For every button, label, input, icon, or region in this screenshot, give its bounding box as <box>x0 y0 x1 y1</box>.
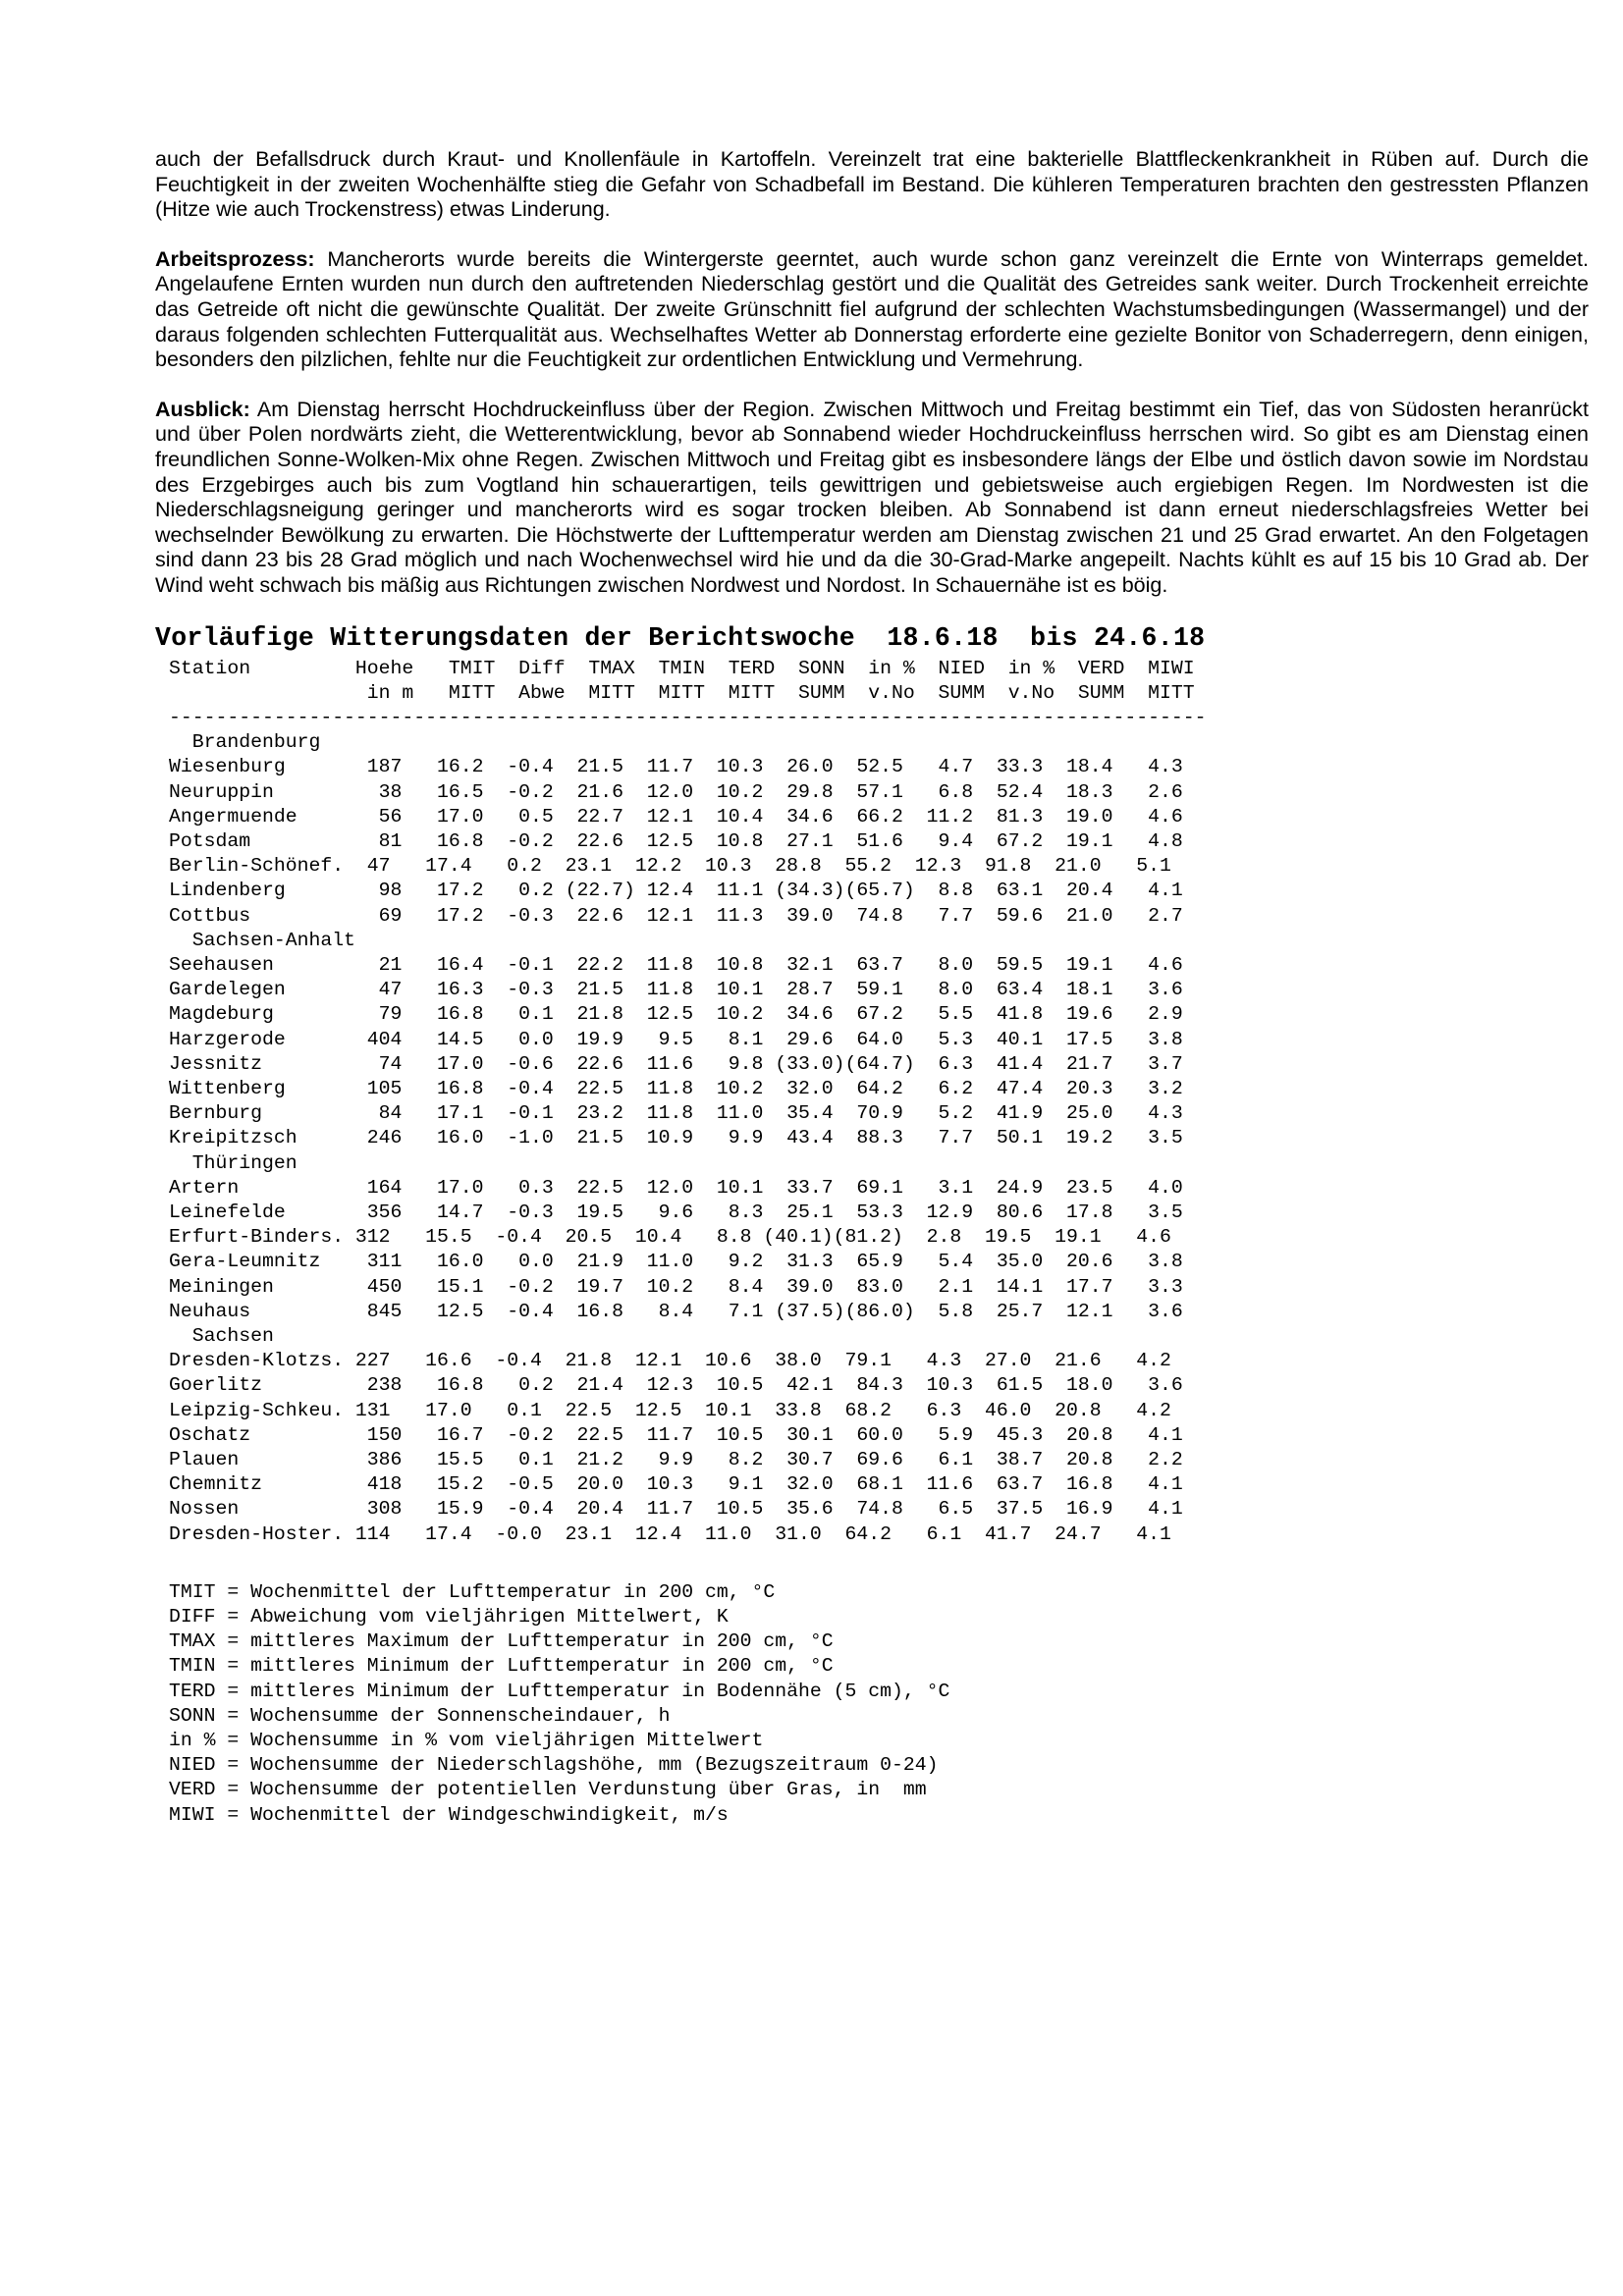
state-group-heading: Sachsen <box>169 1324 274 1347</box>
legend-line: TMIN = mittleres Minimum der Lufttemperatur in 200 cm, °C <box>169 1655 834 1678</box>
table-row: Erfurt-Binders. 312 15.5 -0.4 20.5 10.4 8.8 (40.1)(81.2) 2.8 19.5 19.1 4.6 <box>169 1226 1171 1249</box>
table-row: Plauen 386 15.5 0.1 21.2 9.9 8.2 30.7 69.6 6.1 38.7 20.8 2.2 <box>169 1449 1183 1470</box>
table-header-row-1: Station Hoehe TMIT Diff TMAX TMIN TERD SONN in % NIED in % VERD MIWI <box>169 657 1195 679</box>
table-row: Kreipitzsch 246 16.0 -1.0 21.5 10.9 9.9 43.4 88.3 7.7 50.1 19.2 3.5 <box>169 1127 1183 1149</box>
table-row: Artern 164 17.0 0.3 22.5 12.0 10.1 33.7 69.1 3.1 24.9 23.5 4.0 <box>169 1176 1183 1199</box>
table-row: Gardelegen 47 16.3 -0.3 21.5 11.8 10.1 28.7 59.1 8.0 63.4 18.1 3.6 <box>169 979 1183 1001</box>
legend-line: TERD = mittleres Minimum der Lufttemperatur in Bodennähe (5 cm), °C <box>169 1680 950 1702</box>
table-header-row-2: in m MITT Abwe MITT MITT MITT SUMM v.No SUMM v.No SUMM MITT <box>169 681 1195 704</box>
weather-data-table <box>155 657 1596 1547</box>
legend-line: TMIT = Wochenmittel der Lufttemperatur in 200 cm, °C <box>169 1580 776 1603</box>
legend-line: MIWI = Wochenmittel der Windgeschwindigkeit, m/s <box>169 1803 729 1826</box>
legend-line: TMAX = mittleres Maximum der Lufttemperatur in 200 cm, °C <box>169 1630 834 1653</box>
legend-line: VERD = Wochensumme der potentiellen Verdunstung über Gras, in mm <box>169 1779 927 1801</box>
paragraph-befall: auch der Befallsdruck durch Kraut- und Knollenfäule in Kartoffeln. Vereinzelt trat eine bakterielle Blattfleckenkrankheit in Rüben auf. Durch die Feuchtigkeit in der zweiten Wochenhälfte stieg die Gefahr von Schadbefall im Bestand. Die kühleren Temperaturen brachten den gestressten Pflanzen (Hitze wie auch Trockenstress) etwas Linderung. <box>155 147 1589 222</box>
ausblick-label: Ausblick: <box>155 397 250 421</box>
table-row: Wittenberg 105 16.8 -0.4 22.5 11.8 10.2 32.0 64.2 6.2 47.4 20.3 3.2 <box>169 1077 1183 1099</box>
table-row: Neuhaus 845 12.5 -0.4 16.8 8.4 7.1 (37.5)(86.0) 5.8 25.7 12.1 3.6 <box>169 1300 1183 1322</box>
table-row: Magdeburg 79 16.8 0.1 21.8 12.5 10.2 34.6 67.2 5.5 41.8 19.6 2.9 <box>169 1003 1183 1026</box>
arbeitsprozess-text: Mancherorts wurde bereits die Wintergerste geerntet, auch wurde schon ganz vereinzelt die Ernte von Winterraps gemeldet. Angelaufene Ernten wurden nun durch den auftretenden Niederschlag gestört und die Qualität des Getreides sank weiter. Durch Trockenheit erreichte das Getreide oft nicht die gewünschte Qualität. Der zweite Grünschnitt fiel aufgrund der schlechten Wachstumsbedingungen (Wassermangel) und der daraus folgenden schlechten Futterqualität aus. Wechselhaftes Wetter ab Donnerstag erforderte eine gezielte Bonitor von Schaderregern, denn einigen, besonders den pilzlichen, fehlte nur die Feuchtigkeit zur ordentlichen Entwicklung und Vermehrung. <box>155 246 1589 372</box>
table-row: Angermuende 56 17.0 0.5 22.7 12.1 10.4 34.6 66.2 11.2 81.3 19.0 4.6 <box>169 805 1183 828</box>
state-group-heading: Thüringen <box>169 1151 298 1174</box>
legend <box>155 1580 1596 1828</box>
table-row: Gera-Leumnitz 311 16.0 0.0 21.9 11.0 9.2 31.3 65.9 5.4 35.0 20.6 3.8 <box>169 1251 1183 1273</box>
table-row: Jessnitz 74 17.0 -0.6 22.6 11.6 9.8 (33.0)(64.7) 6.3 41.4 21.7 3.7 <box>169 1052 1183 1075</box>
table-row: Lindenberg 98 17.2 0.2 (22.7) 12.4 11.1 (34.3)(65.7) 8.8 63.1 20.4 4.1 <box>169 880 1183 902</box>
table-row: Harzgerode 404 14.5 0.0 19.9 9.5 8.1 29.6 64.0 5.3 40.1 17.5 3.8 <box>169 1028 1183 1050</box>
table-row: Nossen 308 15.9 -0.4 20.4 11.7 10.5 35.6 74.8 6.5 37.5 16.9 4.1 <box>169 1498 1183 1521</box>
paragraph-ausblick <box>155 398 1589 599</box>
table-row: Potsdam 81 16.8 -0.2 22.6 12.5 10.8 27.1 51.6 9.4 67.2 19.1 4.8 <box>169 829 1183 852</box>
document-page <box>155 147 1596 1828</box>
table-row: Berlin-Schönef. 47 17.4 0.2 23.1 12.2 10.3 28.8 55.2 12.3 91.8 21.0 5.1 <box>169 855 1171 878</box>
paragraph-arbeitsprozess <box>155 247 1589 373</box>
legend-line: NIED = Wochensumme der Niederschlagshöhe, mm (Bezugszeitraum 0-24) <box>169 1754 939 1777</box>
arbeitsprozess-label: Arbeitsprozess: <box>155 246 315 271</box>
table-row: Cottbus 69 17.2 -0.3 22.6 12.1 11.3 39.0 74.8 7.7 59.6 21.0 2.7 <box>169 904 1183 927</box>
table-row: Neuruppin 38 16.5 -0.2 21.6 12.0 10.2 29.8 57.1 6.8 52.4 18.3 2.6 <box>169 780 1183 803</box>
table-row: Goerlitz 238 16.8 0.2 21.4 12.3 10.5 42.1 84.3 10.3 61.5 18.0 3.6 <box>169 1374 1183 1397</box>
table-row: Dresden-Klotzs. 227 16.6 -0.4 21.8 12.1 10.6 38.0 79.1 4.3 27.0 21.6 4.2 <box>169 1350 1171 1372</box>
table-row: Leinefelde 356 14.7 -0.3 19.5 9.6 8.3 25.1 53.3 12.9 80.6 17.8 3.5 <box>169 1201 1183 1223</box>
table-rule: ----------------------------------------------------------------------------------------- <box>169 706 1207 728</box>
table-row: Dresden-Hoster. 114 17.4 -0.0 23.1 12.4 11.0 31.0 64.2 6.1 41.7 24.7 4.1 <box>169 1522 1171 1545</box>
table-row: Bernburg 84 17.1 -0.1 23.2 11.8 11.0 35.4 70.9 5.2 41.9 25.0 4.3 <box>169 1102 1183 1125</box>
table-row: Seehausen 21 16.4 -0.1 22.2 11.8 10.8 32.1 63.7 8.0 59.5 19.1 4.6 <box>169 953 1183 976</box>
state-group-heading: Brandenburg <box>169 731 321 754</box>
table-row: Chemnitz 418 15.2 -0.5 20.0 10.3 9.1 32.0 68.1 11.6 63.7 16.8 4.1 <box>169 1473 1183 1496</box>
legend-line: DIFF = Abweichung vom vieljährigen Mittelwert, K <box>169 1606 729 1629</box>
table-row: Oschatz 150 16.7 -0.2 22.5 11.7 10.5 30.1 60.0 5.9 45.3 20.8 4.1 <box>169 1423 1183 1446</box>
table-row: Leipzig-Schkeu. 131 17.0 0.1 22.5 12.5 10.1 33.8 68.2 6.3 46.0 20.8 4.2 <box>169 1399 1171 1421</box>
legend-line: in % = Wochensumme in % vom vieljährigen Mittelwert <box>169 1730 764 1752</box>
table-row: Wiesenburg 187 16.2 -0.4 21.5 11.7 10.3 26.0 52.5 4.7 33.3 18.4 4.3 <box>169 756 1183 778</box>
legend-line: SONN = Wochensumme der Sonnenscheindauer, h <box>169 1704 671 1727</box>
table-row: Meiningen 450 15.1 -0.2 19.7 10.2 8.4 39.0 83.0 2.1 14.1 17.7 3.3 <box>169 1275 1183 1298</box>
state-group-heading: Sachsen-Anhalt <box>169 929 355 951</box>
table-title: Vorläufige Witterungsdaten der Berichtswoche 18.6.18 bis 24.6.18 <box>155 622 1206 653</box>
ausblick-text: Am Dienstag herrscht Hochdruckeinfluss über der Region. Zwischen Mittwoch und Freitag bestimmt ein Tief, das von Südosten heranrückt und über Polen nordwärts zieht, die Wetterentwicklung, bevor ab Sonnabend wieder Hochdruckeinfluss herrschen wird. So gibt es am Dienstag einen freundlichen Sonne-Wolken-Mix ohne Regen. Zwischen Mittwoch und Freitag gibt es insbesondere längs der Elbe und östlich davon sowie im Nordstau des Erzgebirges auch bis zum Vogtland hin schauerartigen, teils gewittrigen und gebietsweise auch ergiebigen Regen. Im Nordwesten ist die Niederschlagsneigung geringer und mancherorts wird es sogar trocken bleiben. Ab Sonnabend ist dann erneut niederschlagsfreies Wetter bei wechselnder Bewölkung zu erwarten. Die Höchstwerte der Lufttemperatur werden am Dienstag zwischen 21 und 25 Grad erwartet. An den Folgetagen sind dann 23 bis 28 Grad möglich und nach Wochenwechsel wird hie und da die 30-Grad-Marke angepeilt. Nachts kühlt es auf 15 bis 10 Grad ab. Der Wind weht schwach bis mäßig aus Richtungen zwischen Nordwest und Nordost. In Schauernähe ist es böig. <box>155 397 1589 597</box>
